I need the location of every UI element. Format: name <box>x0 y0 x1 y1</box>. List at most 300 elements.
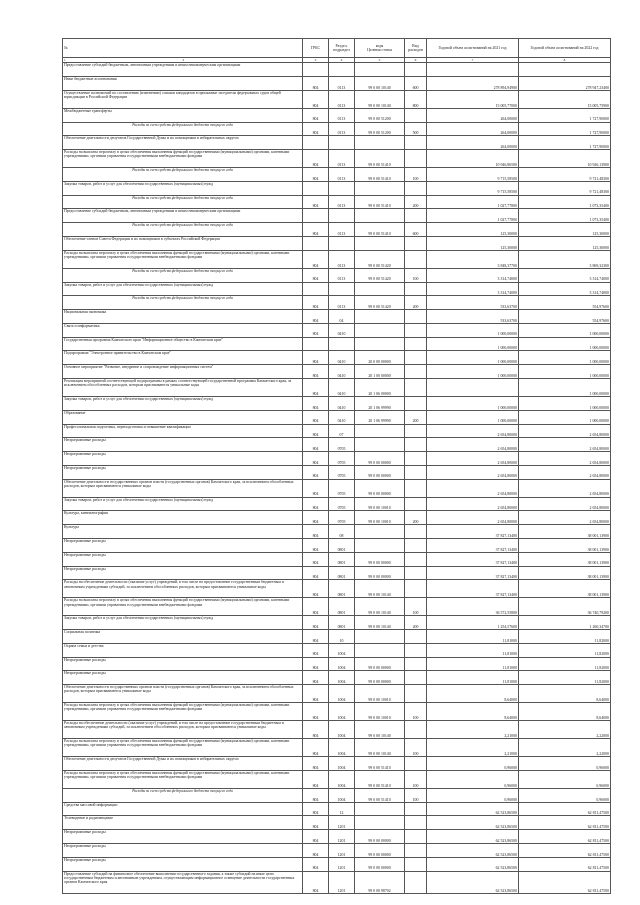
table-row <box>63 351 611 365</box>
row-plan-2021-cell: 9 715,58500 <box>427 181 519 195</box>
row-vr-cell: 200 <box>405 616 427 630</box>
row-grbs-cell: 804 <box>303 580 329 598</box>
row-name-cell: Телевидение и радиовещание <box>63 816 303 830</box>
row-vr-cell: 600 <box>405 223 427 237</box>
row-name-cell: Реализация мероприятий соответствующей подпрограммы в рамках соответствующей государственной программы Камчатского края, за исключением обособленных расходов, которым присваиваются уникальные коды <box>63 379 303 397</box>
row-csr-cell: 99 0 00 51410 <box>355 195 405 209</box>
row-name-cell: Расходы за счет средств федерального бюджета текущего года <box>63 168 303 182</box>
row-vr-cell <box>405 844 427 858</box>
row-plan-2022-cell: 0,96000 <box>519 788 611 802</box>
row-grbs-cell: 804 <box>303 770 329 788</box>
row-razdel-cell <box>329 337 355 351</box>
row-grbs-cell: 804 <box>303 323 329 337</box>
row-name-cell: Непрограммные расходы <box>63 657 303 671</box>
row-plan-2021-cell: 3 848,37700 <box>427 250 519 268</box>
row-razdel-cell <box>329 181 355 195</box>
row-csr-cell <box>355 630 405 644</box>
row-csr-cell: 99 0 00 00000 <box>355 657 405 671</box>
row-razdel-cell: 0801 <box>329 580 355 598</box>
row-name-cell: Непрограммные расходы <box>63 857 303 871</box>
row-csr-cell <box>355 209 405 223</box>
table-row <box>63 598 611 616</box>
row-csr-cell: 99 0 00 10140 <box>355 76 405 90</box>
header-plan-2022: Годовой объем ассигнований на 2022 год <box>519 39 611 58</box>
row-name-cell: Обеспечение деятельности депутатов Государственной Думы и их помощников в избирательных округах <box>63 136 303 150</box>
row-csr-cell <box>355 816 405 830</box>
row-name-cell: Расходы на выплаты персоналу в целях обеспечения выполнения функций государственными (муниципальными) органами, казенными учреждениями, органами управления государственными внебюджетными фондами <box>63 250 303 268</box>
row-csr-cell: 99 0 00 51200 <box>355 108 405 122</box>
row-name-cell: Непрограммные расходы <box>63 438 303 452</box>
row-csr-cell <box>355 310 405 324</box>
row-name-cell: Непрограммные расходы <box>63 830 303 844</box>
row-razdel-cell <box>329 136 355 150</box>
row-grbs-cell: 804 <box>303 857 329 871</box>
row-plan-2021-cell: 62 523,86500 <box>427 857 519 871</box>
row-razdel-cell: 10 <box>329 630 355 644</box>
row-razdel-cell: 0801 <box>329 552 355 566</box>
row-csr-cell <box>355 539 405 553</box>
row-vr-cell <box>405 396 427 410</box>
row-grbs-cell: 804 <box>303 871 329 893</box>
row-razdel-cell: 04 <box>329 310 355 324</box>
row-csr-cell <box>355 323 405 337</box>
row-razdel-cell: 0113 <box>329 223 355 237</box>
row-plan-2021-cell: 37 827,13400 <box>427 552 519 566</box>
row-razdel-cell: 0113 <box>329 296 355 310</box>
row-razdel-cell: 0113 <box>329 168 355 182</box>
row-grbs-cell: 804 <box>303 539 329 553</box>
column-index-label: 7 <box>471 58 474 62</box>
row-grbs-cell: 804 <box>303 598 329 616</box>
row-vr-cell: 100 <box>405 739 427 757</box>
row-plan-2021-cell: 125,30000 <box>427 236 519 250</box>
row-razdel-cell: 1201 <box>329 830 355 844</box>
table-note-row <box>63 122 611 136</box>
row-name-cell: Основное мероприятие "Развитие, внедрение и сопровождение информационных систем" <box>63 365 303 379</box>
row-plan-2022-cell: 1 000,00000 <box>519 351 611 365</box>
row-name-cell: Непрограммные расходы <box>63 671 303 685</box>
row-vr-cell <box>405 310 427 324</box>
row-plan-2021-cell: 37 827,13400 <box>427 539 519 553</box>
row-name-cell: Средства массовой информации <box>63 802 303 816</box>
row-plan-2021-cell: 2 654,80000 <box>427 438 519 452</box>
table-row <box>63 844 611 858</box>
row-name-cell: Расходы на выплаты персоналу в целях обеспечения выполнения функций государственными (муниципальными) органами, казенными учреждениями, органами управления государственными внебюджетными фондами <box>63 598 303 616</box>
row-plan-2022-cell: 38 001,13900 <box>519 552 611 566</box>
row-plan-2021-cell <box>427 63 519 77</box>
row-plan-2021-cell: 36 572,55800 <box>427 598 519 616</box>
row-vr-cell <box>405 452 427 466</box>
row-grbs-cell: 804 <box>303 511 329 525</box>
row-name-cell: Иные бюджетные ассигнования <box>63 76 303 90</box>
row-vr-cell <box>405 552 427 566</box>
row-csr-cell <box>355 424 405 438</box>
table-row <box>63 643 611 657</box>
row-vr-cell <box>405 566 427 580</box>
table-row <box>63 282 611 296</box>
row-grbs-cell: 804 <box>303 410 329 424</box>
table-row <box>63 703 611 721</box>
row-csr-cell: 99 0 00 00000 <box>355 844 405 858</box>
row-razdel-cell: 1004 <box>329 685 355 703</box>
table-row <box>63 250 611 268</box>
row-vr-cell <box>405 438 427 452</box>
row-razdel-cell: 0113 <box>329 90 355 108</box>
table-row <box>63 857 611 871</box>
row-csr-cell: 99 0 00 00000 <box>355 566 405 580</box>
row-razdel-cell: 0801 <box>329 616 355 630</box>
row-grbs-cell: 804 <box>303 365 329 379</box>
row-plan-2022-cell: 3 869,32300 <box>519 250 611 268</box>
row-razdel-cell: 0113 <box>329 268 355 282</box>
row-plan-2022-cell: 62 811,47500 <box>519 816 611 830</box>
row-csr-cell: 99 0 00 10010 <box>355 685 405 703</box>
row-plan-2022-cell: 62 811,47500 <box>519 857 611 871</box>
row-plan-2021-cell: 2,21000 <box>427 739 519 757</box>
table-row <box>63 566 611 580</box>
row-razdel-cell: 1201 <box>329 871 355 893</box>
header-csr-label: Целевая статья <box>367 48 392 52</box>
row-grbs-cell: 804 <box>303 671 329 685</box>
row-plan-2022-cell: 38 001,13900 <box>519 525 611 539</box>
row-grbs-cell: 804 <box>303 424 329 438</box>
row-plan-2022-cell: 8,64000 <box>519 703 611 721</box>
row-razdel-cell: 0410 <box>329 351 355 365</box>
row-plan-2022-cell: 0,96000 <box>519 770 611 788</box>
row-grbs-cell: 804 <box>303 479 329 497</box>
row-csr-cell <box>355 802 405 816</box>
row-plan-2021-cell: 2 654,80000 <box>427 452 519 466</box>
row-plan-2022-cell: 11,82000 <box>519 671 611 685</box>
row-csr-cell: 99 0 00 00000 <box>355 552 405 566</box>
row-plan-2021-cell: 2,21000 <box>427 721 519 739</box>
table-row <box>63 452 611 466</box>
table-header-row <box>63 39 611 58</box>
row-plan-2021-cell: 125,30000 <box>427 223 519 237</box>
row-razdel-cell: 1004 <box>329 721 355 739</box>
row-plan-2022-cell: 2 654,80000 <box>519 479 611 497</box>
column-index-label: 6 <box>414 58 417 62</box>
row-plan-2022-cell: 1 000,00000 <box>519 410 611 424</box>
column-index-label: 3 <box>314 58 317 62</box>
row-name-cell: Непрограммные расходы <box>63 566 303 580</box>
row-grbs-cell: 804 <box>303 721 329 739</box>
row-plan-2021-cell: 1 254,57600 <box>427 616 519 630</box>
row-name-cell: Культура, кинематография <box>63 511 303 525</box>
row-plan-2021-cell: 1 000,00000 <box>427 396 519 410</box>
row-name-cell: Предоставление субсидий на финансовое обеспечение выполнения государственного задания, а также субсидий на иные цели государственным бюджетным и автономным учреждениям, осуществляющим информационное освещение деятельности государственных органов Камчатского края <box>63 871 303 893</box>
row-csr-cell: 99 0 00 51420 <box>355 250 405 268</box>
row-plan-2022-cell: 2 654,80000 <box>519 438 611 452</box>
row-grbs-cell: 804 <box>303 802 329 816</box>
row-plan-2022-cell: 0,96000 <box>519 757 611 771</box>
row-plan-2022-cell: 38 001,13900 <box>519 539 611 553</box>
row-razdel-cell: 0801 <box>329 598 355 616</box>
row-plan-2022-cell: 62 811,47500 <box>519 871 611 893</box>
row-vr-cell <box>405 181 427 195</box>
row-name-cell: Национальная экономика <box>63 310 303 324</box>
row-vr-cell: 200 <box>405 511 427 525</box>
row-vr-cell: 100 <box>405 703 427 721</box>
row-plan-2022-cell: 11,82000 <box>519 630 611 644</box>
row-plan-2022-cell: 1 000,00000 <box>519 365 611 379</box>
row-csr-cell: 99 0 00 10010 <box>355 703 405 721</box>
row-csr-cell: 99 0 00 00000 <box>355 857 405 871</box>
row-csr-cell: 99 0 00 10010 <box>355 511 405 525</box>
row-plan-2021-cell: 3 314,74000 <box>427 268 519 282</box>
row-name-cell: Связь и информатика <box>63 323 303 337</box>
row-vr-cell: 100 <box>405 770 427 788</box>
row-grbs-cell: 804 <box>303 250 329 268</box>
row-razdel-cell: 1201 <box>329 844 355 858</box>
row-name-cell: Расходы на обеспечение деятельности (оказание услуг) учреждений, в том числе на предоставление государственным бюджетным и автономным учреждениям субсидий, за исключением обособленных расходов, которым присваиваются уникальные коды <box>63 580 303 598</box>
row-plan-2022-cell: 1 073,35400 <box>519 209 611 223</box>
row-csr-cell: 20 1 06 99990 <box>355 410 405 424</box>
row-grbs-cell: 804 <box>303 643 329 657</box>
row-plan-2022-cell <box>519 63 611 77</box>
row-csr-cell <box>355 337 405 351</box>
row-csr-cell <box>355 136 405 150</box>
row-vr-cell <box>405 580 427 598</box>
table-row <box>63 630 611 644</box>
row-razdel-cell: 0801 <box>329 566 355 580</box>
row-csr-cell: 99 0 00 10140 <box>355 616 405 630</box>
row-name-cell: Расходы на обеспечение деятельности (оказание услуг) учреждений, в том числе на предоставление государственным бюджетным и автономным учреждениям субсидий, за исключением обособленных расходов, которым присваиваются уникальные коды <box>63 721 303 739</box>
row-razdel-cell: 0410 <box>329 396 355 410</box>
header-plan-2021: Годовой объем ассигнований на 2021 год <box>427 39 519 58</box>
row-grbs-cell: 804 <box>303 788 329 802</box>
row-csr-cell: 99 0 00 51410 <box>355 788 405 802</box>
row-razdel-cell: 1004 <box>329 703 355 721</box>
row-plan-2021-cell: 2 654,80000 <box>427 479 519 497</box>
table-row <box>63 511 611 525</box>
row-csr-cell <box>355 643 405 657</box>
column-index-label: 2 <box>182 58 185 62</box>
row-grbs-cell: 804 <box>303 310 329 324</box>
row-plan-2021-cell: 3 314,74000 <box>427 282 519 296</box>
row-name-cell: Расходы на выплаты персоналу в целях обеспечения выполнения функций государственными (муниципальными) органами, казенными учреждениями, органами управления государственными внебюджетными фондами <box>63 150 303 168</box>
row-plan-2021-cell: 1 027,77800 <box>427 209 519 223</box>
table-row <box>63 871 611 893</box>
row-name-cell: Государственная программа Камчатского края "Информационное общество в Камчатском крае" <box>63 337 303 351</box>
row-vr-cell <box>405 685 427 703</box>
row-razdel-cell <box>329 209 355 223</box>
row-razdel-cell: 1004 <box>329 643 355 657</box>
row-plan-2022-cell: 10 926,13900 <box>519 150 611 168</box>
row-razdel-cell: 0113 <box>329 108 355 122</box>
row-vr-cell <box>405 465 427 479</box>
row-name-cell: Профессиональная подготовка, переподготовка и повышение квалификации <box>63 424 303 438</box>
row-grbs-cell: 804 <box>303 122 329 136</box>
row-plan-2021-cell: 11,81000 <box>427 671 519 685</box>
row-name-cell: Расходы за счет средств федерального бюджета текущего года <box>63 788 303 802</box>
row-csr-cell: 99 0 00 10010 <box>355 497 405 511</box>
row-grbs-cell: 804 <box>303 685 329 703</box>
row-plan-2021-cell: 2 654,80000 <box>427 465 519 479</box>
row-plan-2021-cell: 2 654,80000 <box>427 497 519 511</box>
table-row <box>63 479 611 497</box>
row-vr-cell <box>405 236 427 250</box>
table-row <box>63 685 611 703</box>
table-note-row <box>63 788 611 802</box>
row-plan-2022-cell: 36 740,79200 <box>519 598 611 616</box>
table-row <box>63 76 611 90</box>
row-grbs-cell: 804 <box>303 497 329 511</box>
row-name-cell: Межбюджетные трансферты <box>63 108 303 122</box>
row-razdel-cell: 0705 <box>329 511 355 525</box>
row-plan-2021-cell: 8,64000 <box>427 703 519 721</box>
row-plan-2022-cell: 62 811,47500 <box>519 830 611 844</box>
row-plan-2022-cell: 1 260,34700 <box>519 616 611 630</box>
row-csr-cell <box>355 282 405 296</box>
table-note-row <box>63 223 611 237</box>
header-csr <box>355 39 405 58</box>
row-grbs-cell: 804 <box>303 739 329 757</box>
row-vr-cell: 100 <box>405 168 427 182</box>
table-row <box>63 379 611 397</box>
row-plan-2021-cell: 0,96000 <box>427 757 519 771</box>
row-csr-cell: 99 0 00 51410 <box>355 223 405 237</box>
row-name-cell: Предоставление субсидий бюджетным, автономным учреждениям и иным некоммерческим организациям <box>63 63 303 77</box>
row-csr-cell: 99 0 00 51410 <box>355 770 405 788</box>
row-vr-cell: 500 <box>405 122 427 136</box>
row-csr-cell: 99 0 00 51410 <box>355 757 405 771</box>
row-csr-cell: 99 0 00 00000 <box>355 452 405 466</box>
row-vr-cell <box>405 351 427 365</box>
row-name-cell: Осуществление полномочий по составлению (изменению) списков кандидатов в присяжные заседатели федеральных судов общей юрисдикции в Российской Федерации <box>63 90 303 108</box>
row-plan-2022-cell: 1 727,90000 <box>519 122 611 136</box>
row-grbs-cell: 804 <box>303 816 329 830</box>
row-plan-2022-cell: 38 001,13900 <box>519 566 611 580</box>
table-row <box>63 108 611 122</box>
row-plan-2021-cell: 2 654,80000 <box>427 424 519 438</box>
row-plan-2021-cell: 10 946,86500 <box>427 150 519 168</box>
table-row <box>63 497 611 511</box>
row-razdel-cell: 0410 <box>329 379 355 397</box>
row-csr-cell: 99 0 00 10140 <box>355 721 405 739</box>
budget-table-sheet <box>62 38 610 894</box>
row-razdel-cell: 0705 <box>329 452 355 466</box>
row-razdel-cell: 0113 <box>329 150 355 168</box>
row-razdel-cell: 1004 <box>329 739 355 757</box>
row-vr-cell: 100 <box>405 268 427 282</box>
row-grbs-cell: 804 <box>303 150 329 168</box>
row-vr-cell: 100 <box>405 788 427 802</box>
row-plan-2021-cell: 62 523,86500 <box>427 816 519 830</box>
row-name-cell: Расходы за счет средств федерального бюджета текущего года <box>63 122 303 136</box>
row-razdel-cell <box>329 63 355 77</box>
row-vr-cell <box>405 816 427 830</box>
row-plan-2021-cell: 2 654,80000 <box>427 511 519 525</box>
table-row <box>63 539 611 553</box>
row-plan-2022-cell: 2 654,80000 <box>519 465 611 479</box>
row-name-cell: Непрограммные расходы <box>63 452 303 466</box>
row-razdel-cell: 0113 <box>329 76 355 90</box>
row-razdel-cell: 0705 <box>329 438 355 452</box>
row-vr-cell <box>405 150 427 168</box>
row-grbs-cell <box>303 63 329 77</box>
row-vr-cell <box>405 282 427 296</box>
header-no-sign: № <box>64 45 68 50</box>
row-plan-2021-cell: 37 827,13400 <box>427 580 519 598</box>
header-codes-group: коды <box>375 43 384 48</box>
table-row <box>63 552 611 566</box>
row-name-cell: Расходы на выплаты персоналу в целях обеспечения выполнения функций государственными (муниципальными) органами, казенными учреждениями, органами управления государственными внебюджетными фондами <box>63 703 303 721</box>
column-index-label: 1 <box>64 58 66 62</box>
table-row <box>63 616 611 630</box>
row-plan-2022-cell: 554,97600 <box>519 310 611 324</box>
table-body <box>63 63 611 894</box>
row-plan-2021-cell: 1 027,77800 <box>427 195 519 209</box>
row-name-cell: Обеспечение деятельности государственных органов власти (государственных органов) Камчатского края, за исключением обособленных расходов, которым присваиваются уникальные коды <box>63 685 303 703</box>
row-csr-cell: 99 0 00 51200 <box>355 122 405 136</box>
row-plan-2021-cell: 9 715,58500 <box>427 168 519 182</box>
row-csr-cell: 99 0 00 00000 <box>355 671 405 685</box>
row-plan-2022-cell: 125,30000 <box>519 223 611 237</box>
row-plan-2021-cell: 62 523,86500 <box>427 830 519 844</box>
row-plan-2022-cell: 554,97600 <box>519 296 611 310</box>
table-row <box>63 410 611 424</box>
row-razdel-cell: 0705 <box>329 479 355 497</box>
table-row <box>63 236 611 250</box>
row-vr-cell <box>405 721 427 739</box>
row-vr-cell <box>405 108 427 122</box>
row-vr-cell <box>405 479 427 497</box>
row-plan-2022-cell: 62 811,47500 <box>519 844 611 858</box>
header-razdel: Раздел, подраздел <box>329 39 355 58</box>
row-vr-cell <box>405 525 427 539</box>
row-grbs-cell <box>303 209 329 223</box>
row-plan-2022-cell: 2 654,80000 <box>519 452 611 466</box>
row-csr-cell <box>355 236 405 250</box>
table-row <box>63 525 611 539</box>
row-csr-cell: 99 0 00 51410 <box>355 168 405 182</box>
row-name-cell: Расходы за счет средств федерального бюджета текущего года <box>63 195 303 209</box>
row-vr-cell <box>405 857 427 871</box>
row-grbs-cell: 804 <box>303 351 329 365</box>
row-grbs-cell: 804 <box>303 108 329 122</box>
row-plan-2022-cell: 1 727,90000 <box>519 108 611 122</box>
table-row <box>63 739 611 757</box>
row-plan-2022-cell: 2,22000 <box>519 721 611 739</box>
row-name-cell: Расходы за счет средств федерального бюджета текущего года <box>63 296 303 310</box>
row-grbs-cell: 804 <box>303 268 329 282</box>
row-plan-2021-cell: 15 005,77000 <box>427 90 519 108</box>
row-csr-cell: 99 0 00 51420 <box>355 296 405 310</box>
row-csr-cell <box>355 438 405 452</box>
table-row <box>63 816 611 830</box>
row-name-cell: Расходы за счет средств федерального бюджета текущего года <box>63 223 303 237</box>
row-name-cell: Закупка товаров, работ и услуг для обеспечения государственных (муниципальных) нужд <box>63 497 303 511</box>
row-vr-cell <box>405 379 427 397</box>
row-vr-cell <box>405 671 427 685</box>
row-razdel-cell: 0410 <box>329 323 355 337</box>
column-index-label: 4 <box>340 58 343 62</box>
row-grbs-cell: 804 <box>303 525 329 539</box>
table-row <box>63 396 611 410</box>
row-plan-2021-cell: 0,96000 <box>427 788 519 802</box>
row-plan-2021-cell: 1 000,00000 <box>427 337 519 351</box>
table-row <box>63 830 611 844</box>
row-plan-2021-cell: 37 827,13400 <box>427 525 519 539</box>
row-grbs-cell: 804 <box>303 168 329 182</box>
row-grbs-cell: 804 <box>303 396 329 410</box>
row-razdel-cell: 0705 <box>329 465 355 479</box>
row-csr-cell: 99 0 00 10140 <box>355 580 405 598</box>
row-name-cell: Расходы на выплаты персоналу в целях обеспечения выполнения функций государственными (муниципальными) органами, казенными учреждениями, органами управления государственными внебюджетными фондами <box>63 739 303 757</box>
row-vr-cell <box>405 830 427 844</box>
row-plan-2021-cell: 1 000,00000 <box>427 365 519 379</box>
